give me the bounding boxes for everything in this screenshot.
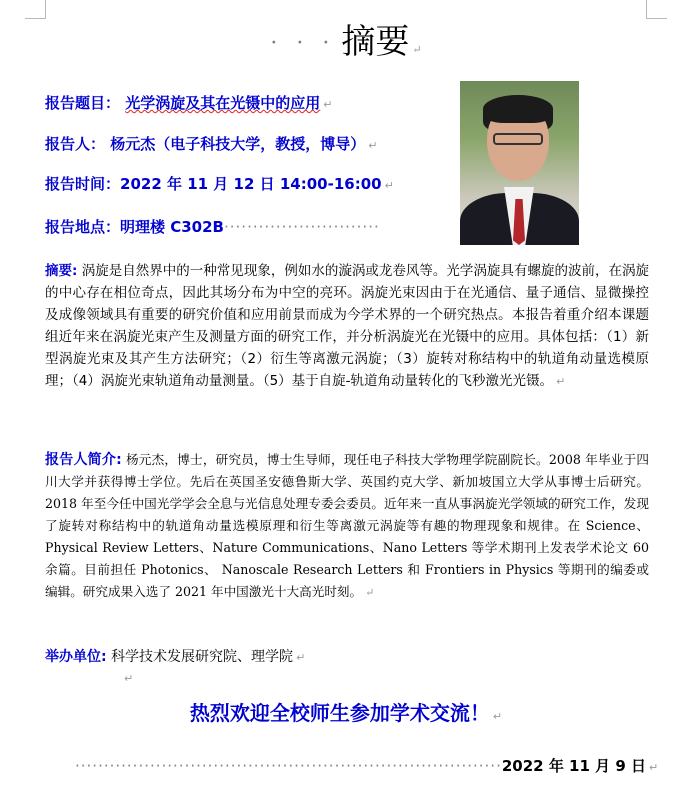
report-time-value: 2022 年 11 月 12 日 14:00-16:00 — [120, 175, 382, 193]
bio-text: 杨元杰，博士，研究员，博士生导师，现任电子科技大学物理学院副院长。2008 年毕业于四川大学并获得博士学位。先后在英国圣安德鲁斯大学、英国约克大学、新加坡国立大学从事博士后研究。2018 年至今任中国光学学会全息与光信息处理专委会委员。近年来一直从事涡旋光学领域的研究工作，发现了旋转对称结构中的轨道角动量选模原理和衍生等离激元涡旋等有趣的物理现象和规律。在 Science、Physical Review Letters、Nature Communications、Nano Letters 等学术期刊上发表学术论文 60 余篇。目前担任 Photonics、 Nanoscale Research Letters 和 Frontiers in Physics 等期刊的编委或编辑。研究成果入选了 2021 年中国激光十大高光时刻。 — [45, 452, 649, 599]
photo-hair-top — [483, 95, 553, 123]
footer-date: 2022 年 11 月 9 日 — [501, 757, 647, 775]
page-corner-marker-left — [25, 0, 46, 19]
report-time-label: 报告时间： — [45, 175, 121, 193]
speaker-photo — [460, 81, 579, 245]
footer-date-line — [75, 754, 659, 780]
paragraph-mark-icon: ↵ — [384, 179, 394, 192]
paragraph-mark-icon: ↵ — [649, 761, 659, 774]
report-venue — [45, 216, 380, 238]
paragraph-mark-icon: ↵ — [365, 586, 375, 599]
title-text: 摘要 — [341, 22, 410, 62]
page-corner-marker-right — [646, 0, 667, 19]
bio-label: 报告人简介: — [45, 452, 122, 468]
paragraph-mark-icon: ↵ — [556, 375, 566, 388]
abstract-text: 涡旋是自然界中的一种常见现象，例如水的漩涡或龙卷风等。光学涡旋具有螺旋的波前，在涡旋的中心存在相位奇点，因此其场分布为中空的亮环。涡旋光束因由于在光通信、量子通信、显微操控及成像领域具有重要的研究价值和应用前景而成为今学术界的一个研究热点。本报告着重介绍本课题组近年来在涡旋光束产生及测量方面的研究工作，并分析涡旋光在光镊中的应用。具体包括：（1）新型涡旋光束及其产生方法研究；（2）衍生等离激元涡旋；（3）旋转对称结构中的轨道角动量选模原理；（4）涡旋光束轨道角动量测量。（5）基于自旋-轨道角动量转化的飞秒激光光镊。 — [45, 263, 650, 389]
paragraph-mark-icon: ↵ — [412, 43, 422, 56]
page-title — [0, 20, 692, 72]
report-topic-value: 光学涡旋及其在光镊中的应用 — [125, 94, 321, 112]
report-venue-value: 明理楼 C302B — [120, 218, 224, 236]
paragraph-mark-icon: ↵ — [296, 651, 306, 664]
paragraph-mark-icon: ↵ — [368, 139, 378, 152]
report-topic-label: 报告题目： — [45, 94, 121, 112]
report-speaker-value: 杨元杰（电子科技大学，教授，博导） — [110, 135, 366, 153]
abstract-label: 摘要: — [45, 263, 78, 279]
welcome-banner — [0, 698, 692, 732]
bio-paragraph — [45, 449, 649, 604]
empty-paragraph-mark-icon: ↵ — [124, 672, 134, 685]
sponsor-value: 科学技术发展研究院、理学院 — [111, 649, 294, 665]
welcome-text: 热烈欢迎全校师生参加学术交流！ — [189, 701, 490, 725]
date-dot-leader: ·········································································· — [75, 757, 502, 775]
report-topic — [45, 92, 332, 116]
photo-glasses — [493, 133, 543, 145]
abstract-paragraph — [45, 260, 649, 393]
sponsor-line — [45, 647, 305, 668]
report-venue-label: 报告地点： — [45, 218, 121, 236]
paragraph-mark-icon: ↵ — [492, 710, 503, 723]
venue-dot-leader: ··························· — [224, 218, 380, 236]
report-speaker-label: 报告人： — [45, 135, 106, 153]
title-dots: · · · — [270, 31, 336, 56]
report-time — [45, 173, 394, 197]
paragraph-mark-icon: ↵ — [323, 98, 333, 111]
report-speaker — [45, 133, 377, 157]
sponsor-label: 举办单位: — [45, 649, 107, 665]
